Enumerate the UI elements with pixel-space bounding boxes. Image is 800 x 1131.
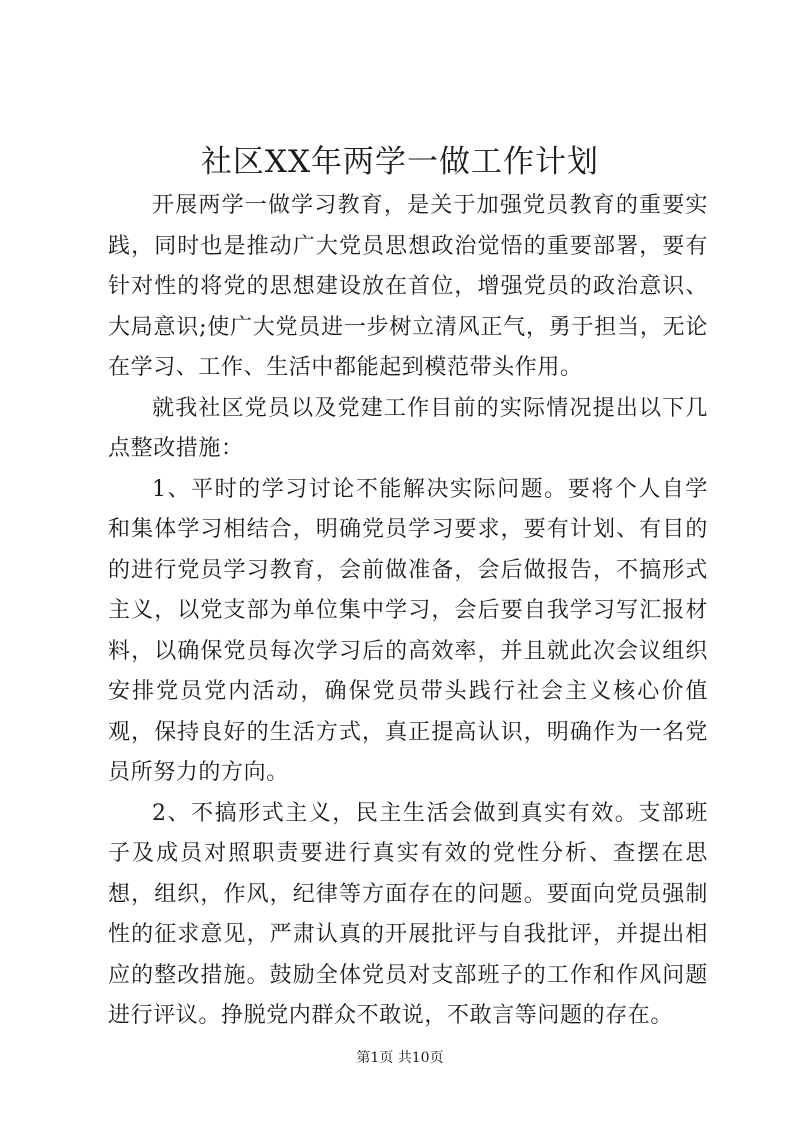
paragraph-measures-lead: 就我社区党员以及党建工作目前的实际情况提出以下几点整改措施： [108,395,708,461]
document-title: 社区XX年两学一做工作计划 [200,144,600,180]
paragraph-intro: 开展两学一做学习教育，是关于加强党员教育的重要实践，同时也是推动广大党员思想政治觉悟的重要部署，要有针对性的将党的思想建设放在首位，增强党员的政治意识、大局意识;使广大党员进一步树立清风正气，勇于担当，无论在学习、工作、生活中都能起到模范带头作用。 [108,193,708,380]
paragraph-measure-2: 2、不搞形式主义，民主生活会做到真实有效。支部班子及成员对照职责要进行真实有效的党性分析、查摆在思想，组织，作风，纪律等方面存在的问题。要面向党员强制性的征求意见，严肃认真的开展批评与自我批评，并提出相应的整改措施。鼓励全体党员对支部班子的工作和作风问题进行评议。挣脱党内群众不敢说，不敢言等问题的存在。 [108,800,708,1028]
page-footer: 第1页 共10页 [356,1050,444,1066]
document-body [108,186,708,1037]
paragraph-measure-1: 1、平时的学习讨论不能解决实际问题。要将个人自学和集体学习相结合，明确党员学习要求，要有计划、有目的的进行党员学习教育，会前做准备，会后做报告，不搞形式主义，以党支部为单位集中学习，会后要自我学习写汇报材料，以确保党员每次学习后的高效率，并且就此次会议组织安排党员党内活动，确保党员带头践行社会主义核心价值观，保持良好的生活方式，真正提高认识，明确作为一名党员所努力的方向。 [108,476,708,785]
